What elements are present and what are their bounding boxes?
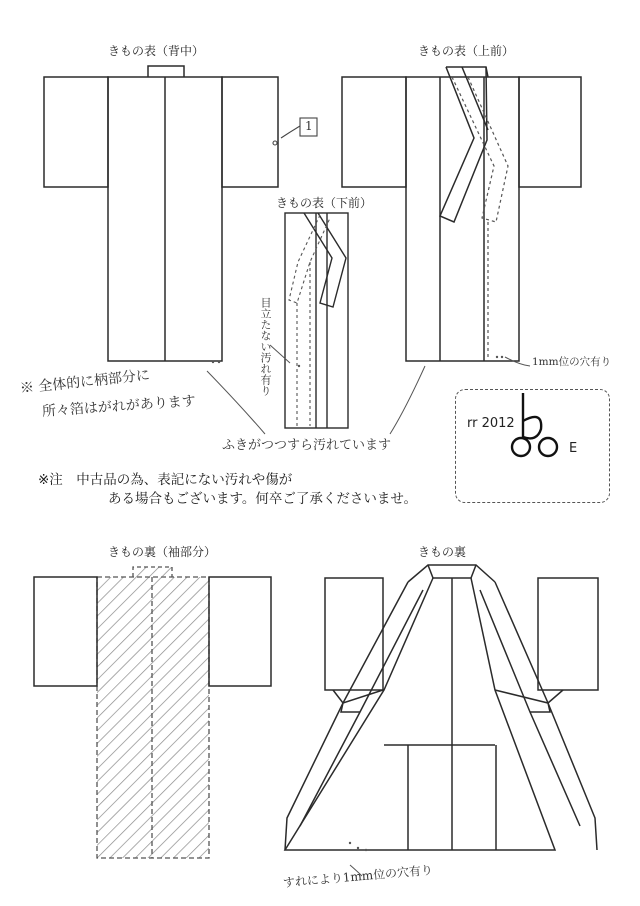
label-kimono-back: きもの表（背中） [108, 44, 205, 58]
label-kimono-lining: きもの裏 [418, 545, 467, 559]
label-kimono-front-lower: きもの表（下前） [276, 196, 373, 210]
notice-line-2: ある場合もございます。何卒ご了承くださいませ。 [108, 491, 418, 507]
stamp-box [455, 389, 610, 503]
hole-marks-front [496, 356, 503, 358]
front-lower-dashed [289, 215, 330, 426]
stain-vertical-note: 目立たない汚れ有り [259, 297, 272, 396]
hole-note-top: 1mm位の穴有り [532, 356, 612, 368]
stamp-code: rr 2012 [467, 416, 515, 431]
hem-stain-note: ふきがつつすら汚れています [222, 438, 392, 453]
label-kimono-lining-sleeve: きもの裏（袖部分） [108, 545, 217, 559]
kimono-lining-sleeve-diagram [34, 567, 271, 858]
kimono-front-lower-diagram [285, 213, 348, 428]
kimono-front-upper-diagram [342, 67, 581, 361]
kimono-back-diagram [44, 66, 278, 361]
stain-mark [298, 365, 300, 367]
kimono-lining-diagram [285, 565, 598, 850]
overall-note-line2: 所々箔はがれがあります [41, 393, 197, 420]
stamp-letter: E [569, 441, 578, 456]
hole-note-bottom: すれにより1mm位の穴有り [282, 862, 434, 890]
overall-note-line1: ※ 全体的に柄部分に [19, 367, 151, 397]
underlap-collar-dashed [452, 77, 508, 358]
marker-1-label: 1 [305, 119, 313, 133]
label-kimono-front-upper: きもの表（上前） [418, 44, 515, 58]
notice-line-1: ※注 中古品の為、表記にない汚れや傷が [38, 472, 293, 488]
